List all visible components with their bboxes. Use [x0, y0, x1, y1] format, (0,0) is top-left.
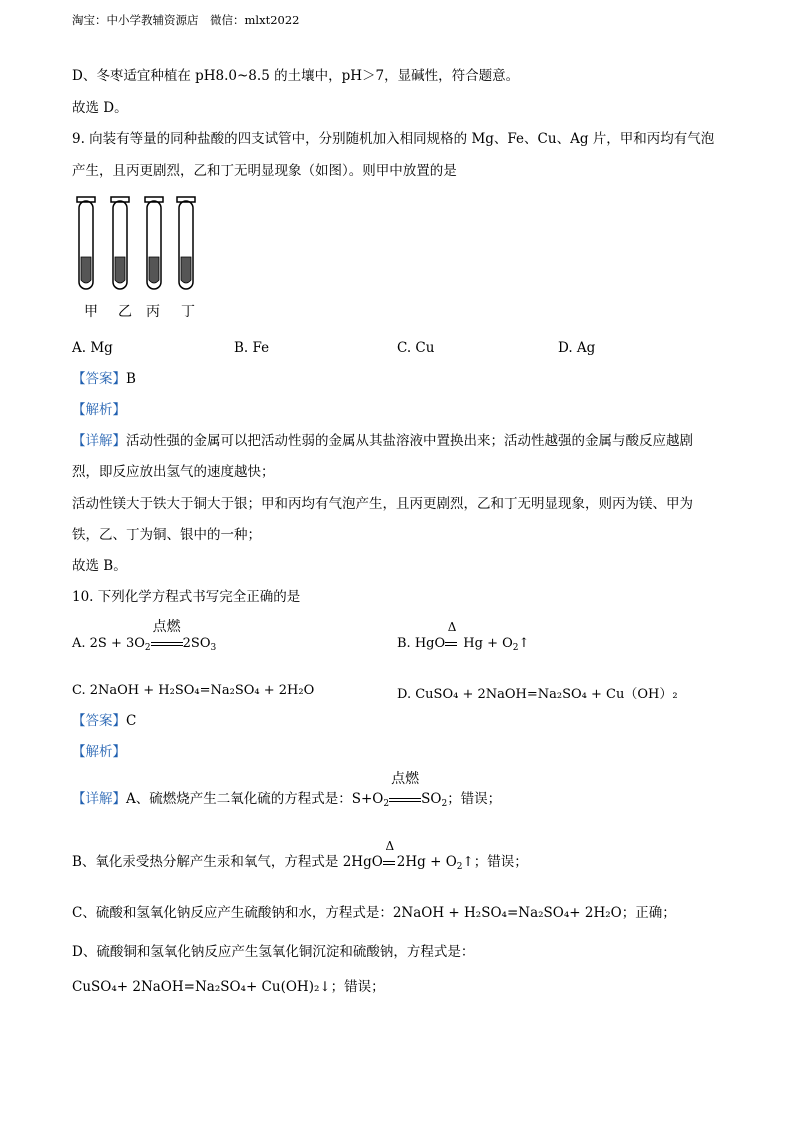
q10-stem: 10. 下列化学方程式书写完全正确的是 — [72, 589, 301, 605]
q9-detail-line2: 烈，即反应放出氢气的速度越快； — [72, 464, 275, 480]
q9-conclusion: 故选 B。 — [72, 558, 127, 574]
q9-detail-line4: 铁，乙、丁为铜、银中的一种； — [72, 527, 261, 543]
condition-ignite: 点燃 — [391, 771, 420, 787]
detail-tag: 【详解】 — [72, 433, 126, 449]
answer-tag: 【答案】 — [72, 371, 126, 387]
answer-tag: 【答案】 — [72, 713, 126, 729]
test-tubes-figure — [75, 195, 205, 295]
q10-option-b: B. HgO Δ $Hg + O_2↑$ — [397, 620, 530, 653]
q9-option-d: D. Ag — [558, 340, 596, 356]
prev-explanation-d: D、冬枣适宜种植在 pH8.0~8.5 的土壤中，pH＞7，显碱性，符合题意。 — [72, 68, 520, 84]
q9-detail-line1 — [72, 432, 693, 450]
test-tube-ding — [177, 197, 195, 289]
test-tube-jia — [77, 197, 95, 289]
q10-detail-c: C、硫酸和氢氧化钠反应产生硫酸钠和水，方程式是：2NaOH + H₂SO₄=Na₂SO₄+ 2H₂O；正确； — [72, 905, 676, 921]
q9-detail-text1: 活动性强的金属可以把活动性弱的金属从其盐溶液中置换出来；活动性越强的金属与酸反应越剧 — [126, 433, 693, 449]
q9-analysis — [72, 401, 126, 419]
q10-option-a: A. $2S + 3O_2$ 点燃 $2SO_3$ — [72, 636, 216, 651]
detail-tag: 【详解】 — [72, 791, 126, 807]
q10-detail-a: 【详解】A、硫燃烧产生二氧化硫的方程式是：$S+O_2$ 点燃 $SO_2$；错误； — [72, 771, 502, 809]
q9-stem-line2: 产生，且丙更剧烈，乙和丁无明显现象（如图）。则甲中放置的是 — [72, 163, 457, 179]
tube-label-ding: 丁 — [181, 304, 195, 320]
q9-option-a: A. Mg — [72, 340, 113, 356]
condition-heat: Δ — [385, 839, 395, 853]
q9-option-b: B. Fe — [234, 340, 270, 356]
q10-answer-value: C — [126, 713, 137, 729]
page-header: 淘宝：中小学教辅资源店 微信：mlxt2022 — [72, 13, 300, 27]
test-tube-bing — [145, 197, 163, 289]
tube-label-jia: 甲 — [84, 304, 98, 320]
q10-option-c: C. 2NaOH + H₂SO₄=Na₂SO₄ + 2H₂O — [72, 683, 315, 698]
tube-label-yi: 乙 — [118, 304, 132, 320]
q10-detail-d-equation: CuSO₄+ 2NaOH=Na₂SO₄+ Cu(OH)₂↓；错误； — [72, 979, 385, 995]
q9-answer-value: B — [126, 371, 136, 387]
tube-label-bing: 丙 — [146, 304, 160, 320]
prev-conclusion: 故选 D。 — [72, 100, 128, 116]
q10-detail-d: D、硫酸铜和氢氧化钠反应产生氢氧化铜沉淀和硫酸钠，方程式是： — [72, 944, 475, 960]
q9-option-c: C. Cu — [397, 340, 435, 356]
test-tube-yi — [111, 197, 129, 289]
analysis-tag: 【解析】 — [72, 402, 126, 418]
q10-detail-b: B、氧化汞受热分解产生汞和氧气，方程式是 2HgO Δ $2Hg + O_2↑$；错误； — [72, 839, 528, 872]
q10-option-d: D. CuSO₄ + 2NaOH=Na₂SO₄ + Cu（OH）₂ — [397, 687, 678, 702]
q10-analysis — [72, 743, 126, 761]
q9-answer — [72, 370, 136, 388]
q9-stem-line1: 9. 向装有等量的同种盐酸的四支试管中，分别随机加入相同规格的 Mg、Fe、Cu、Ag 片，甲和丙均有气泡 — [72, 131, 715, 147]
condition-ignite: 点燃 — [152, 619, 181, 635]
q10-answer — [72, 712, 136, 730]
condition-heat: Δ — [447, 620, 457, 634]
analysis-tag: 【解析】 — [72, 744, 126, 760]
q9-detail-line3: 活动性镁大于铁大于铜大于银；甲和丙均有气泡产生，且丙更剧烈，乙和丁无明显现象，则丙为镁、甲为 — [72, 496, 693, 512]
